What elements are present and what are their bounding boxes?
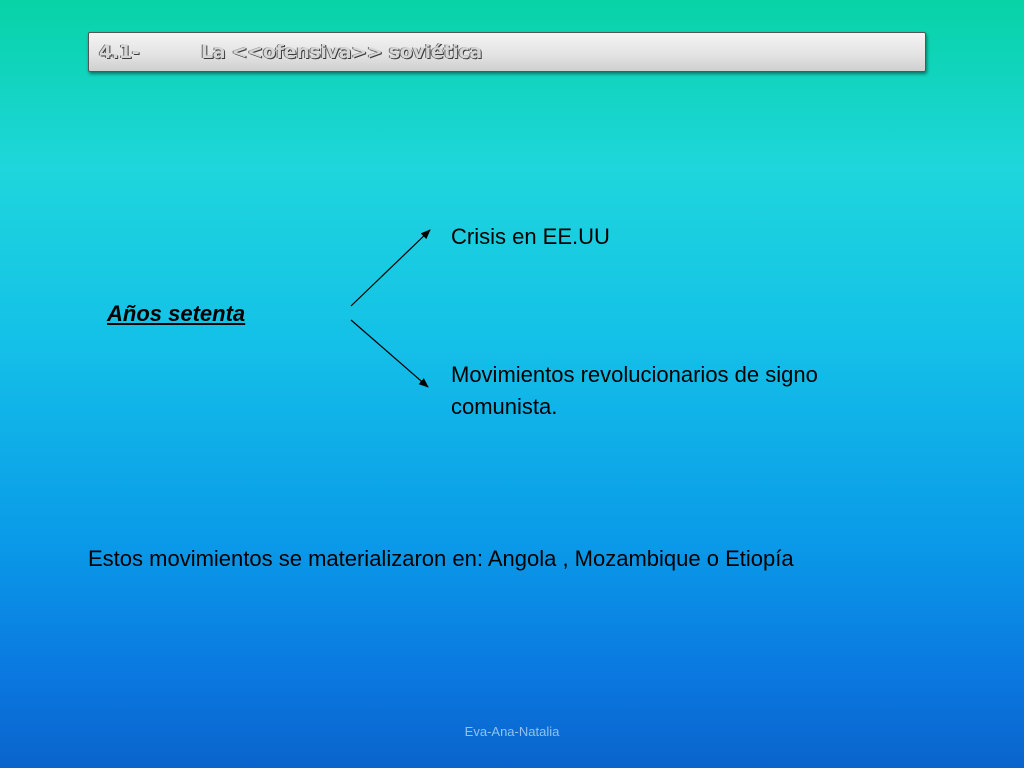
arrow-to-crisis xyxy=(351,230,430,306)
branch-movements-label: Movimientos revolucionarios de signo comunista. xyxy=(451,362,818,419)
footer-authors: Eva-Ana-Natalia xyxy=(464,724,560,739)
slide-number: 4.1- xyxy=(99,41,140,63)
branch-crisis-label: Crisis en EE.UU xyxy=(451,224,610,249)
arrow-to-movements xyxy=(351,320,428,387)
slide-title: La <<ofensiva>> soviética xyxy=(201,41,482,63)
summary-text: Estos movimientos se materializaron en: Angola , Mozambique o Etiopía xyxy=(88,546,794,571)
diagram-source-label: Años setenta xyxy=(107,301,246,326)
